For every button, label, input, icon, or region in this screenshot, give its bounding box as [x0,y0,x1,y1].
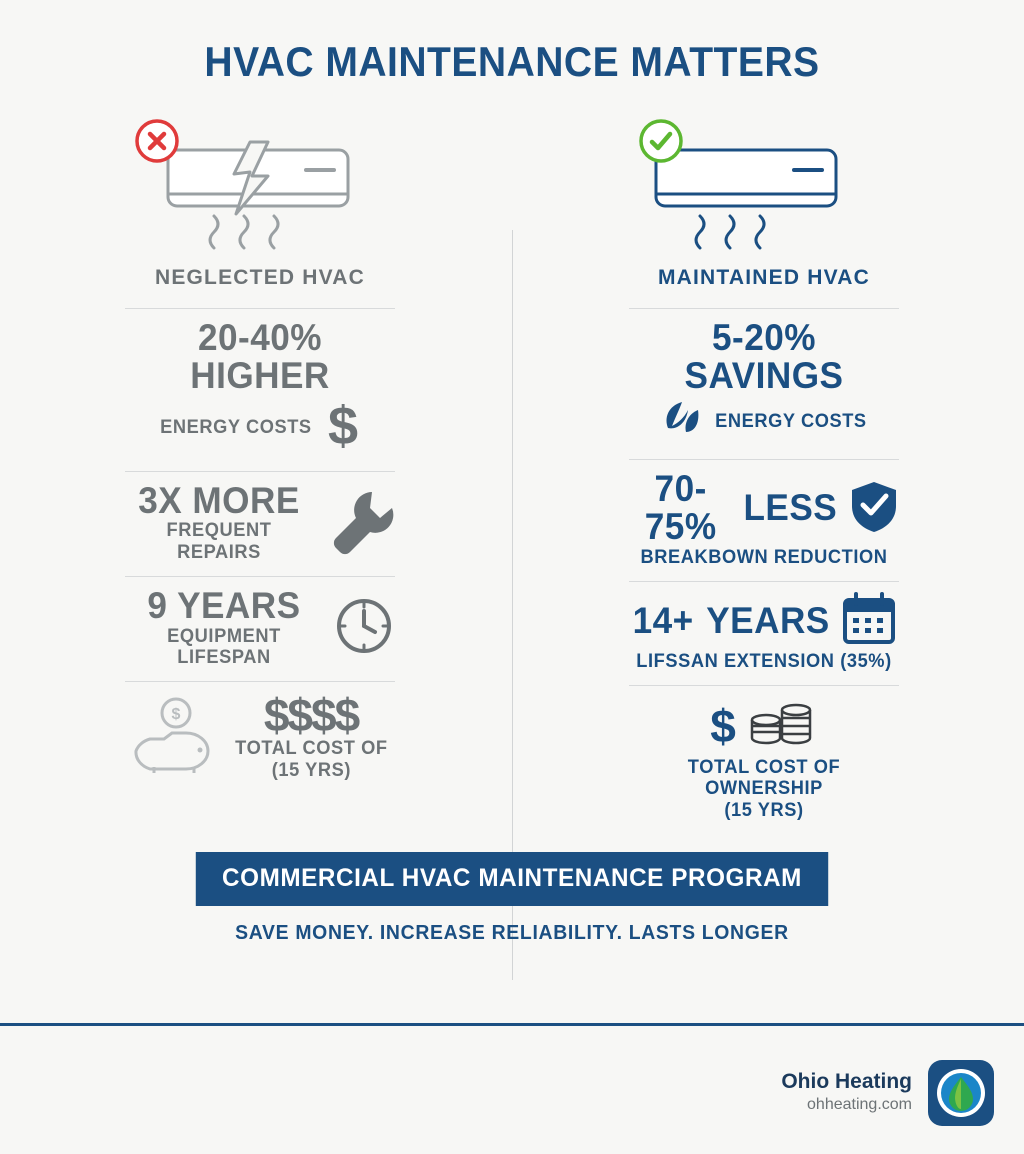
svg-text:$: $ [171,705,181,723]
stat-value: 5-20% SAVINGS [684,317,844,397]
footer-divider [0,1023,1024,1026]
stat-sublabel: (15 YRS) [724,800,804,822]
neglected-heading: NEGLECTED HVAC [154,266,366,289]
stat-value-modifier: YEARS [706,599,830,641]
divider-line [629,308,899,309]
stat-value: 9 YEARS [147,585,301,627]
stat-lifespan-neglected [124,587,396,673]
maintained-heading: MAINTAINED HVAC [657,266,871,289]
stat-repairs-neglected [124,479,396,568]
brand-name: Ohio Heating [781,1070,912,1094]
water-drop-leaf-logo-icon [928,1060,994,1126]
comparison-columns [0,112,1024,826]
divider-line [629,685,899,686]
stat-value: 14+ [632,599,694,641]
stat-breakdown-reduction-maintained [628,467,900,573]
tagline: SAVE MONEY. INCREASE RELIABILITY. LASTS LONGER [235,922,789,945]
divider-line [125,681,395,682]
svg-text:$: $ [327,395,358,454]
stat-label: ENERGY COSTS [715,410,867,432]
dollar-sign-icon [323,396,363,459]
neglected-hvac-column [34,112,512,826]
stat-value-modifier: LESS [743,487,838,529]
stat-label: EQUIPMENT LIFESPAN [167,625,281,669]
brand-website[interactable]: ohheating.com [807,1096,912,1114]
brand-block [781,1069,912,1117]
divider-line [125,471,395,472]
wrench-icon [322,484,396,563]
divider-line [629,581,899,582]
shield-icon [848,478,900,539]
stat-label: LIFSSAN EXTENSION (35%) [636,650,892,672]
stat-value: $ [710,700,734,753]
stat-lifespan-extension-maintained [628,592,900,677]
leaf-icon [658,396,704,447]
maintained-hvac-column [512,112,990,826]
piggy-bank-icon [130,695,222,780]
stat-label: TOTAL COST OF [234,738,388,760]
stat-label: ENERGY COSTS [160,416,312,438]
divider-line [629,459,899,460]
calendar-icon [841,592,897,651]
neglected-unit-illustration [110,112,410,262]
stat-total-cost-neglected [124,689,396,786]
stat-sublabel: (15 YRS) [271,760,351,782]
stat-value: 3X MORE [138,479,300,521]
clock-icon [332,594,396,663]
stat-energy-savings-maintained [628,319,900,451]
stat-label: BREAKBOWN REDUCTION [640,546,888,568]
stat-label: FREQUENT REPAIRS [166,520,272,564]
stat-label: TOTAL COST OF OWNERSHIP [687,756,841,800]
stat-total-cost-maintained [628,696,900,827]
program-banner: COMMERCIAL HVAC MAINTENANCE PROGRAM [196,852,828,906]
maintained-unit-illustration [614,112,914,262]
coins-icon [744,696,818,757]
divider-line [125,576,395,577]
divider-line [125,308,395,309]
stat-value: 70-75% [644,467,717,548]
x-circle-icon [134,118,180,169]
stat-value: 20-40% HIGHER [190,317,330,397]
check-circle-icon [638,118,684,169]
footer [781,1060,994,1126]
stat-value: $$$$ [263,689,359,742]
page-title: HVAC MAINTENANCE MATTERS [204,38,820,85]
stat-energy-costs-neglected [124,319,396,463]
